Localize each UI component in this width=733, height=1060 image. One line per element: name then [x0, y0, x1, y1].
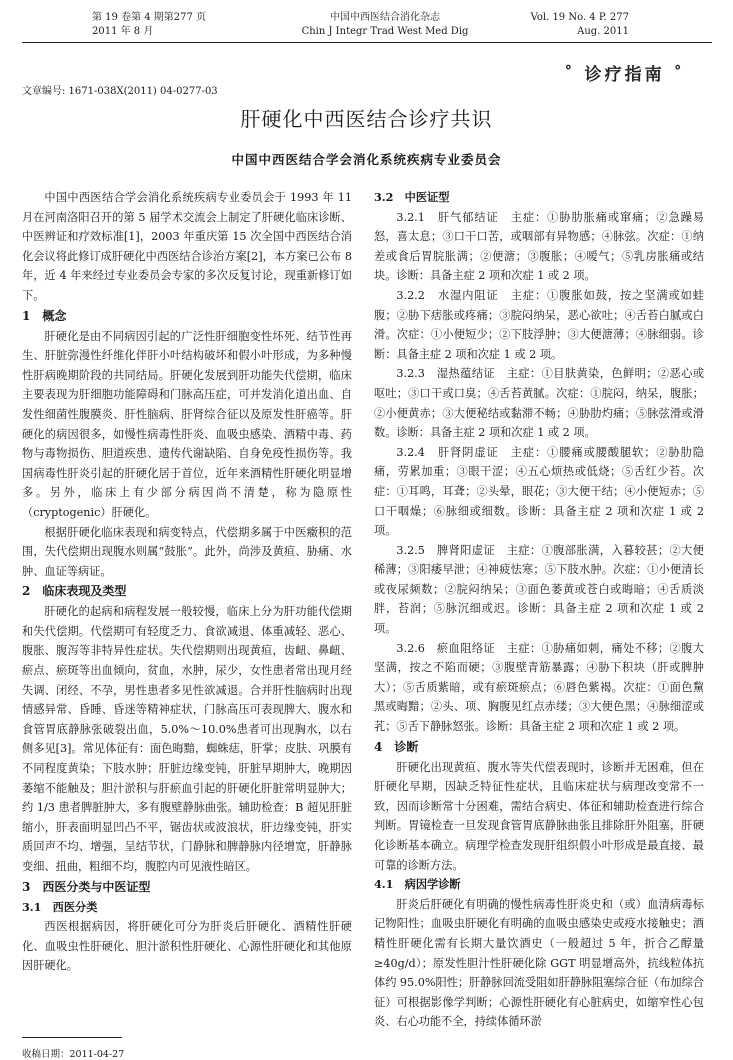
header-volume-en: Vol. 19 No. 4 P. 277 — [530, 12, 629, 23]
syndrome-3-2-1: 3.2.1 肝气郁结证 主症：①胁肋胀痛或窜痛；②急躁易怒，喜太息；③口干口苦，或咽部有异物感；④脉弦。次症：①纳差或食后胃脘胀满；②便溏；③腹胀；④嗳气；⑤乳房胀痛或结块。诊断：具备主症 2 项和次症 1 或 2 项。 — [374, 210, 704, 283]
syndrome-3-2-3: 3.2.3 湿热蕴结证 主症：①目肤黄染，色鲜明；②恶心或呕吐；③口干或口臭；④舌苔黄腻。次症：①脘闷，纳呆，腹胀；②小便黄赤；③大便秘结或黏滞不畅；④胁肋灼痛；⑤脉弦滑或滑数。诊断：具备主症 2 项和次症 1 或 2 项。 — [374, 367, 704, 440]
header-date-en: Aug. 2011 — [577, 26, 629, 37]
left-column — [22, 188, 352, 976]
header-center — [290, 11, 480, 39]
journal-name-en: Chin J Integr Trad West Med Dig — [301, 26, 469, 37]
header-volume: 第 19 卷第 4 期第277 页 — [92, 12, 207, 23]
journal-name-cn: 中国中西医结合消化杂志 — [330, 12, 440, 23]
page-title: 肝硬化中西医结合诊疗共识 — [240, 107, 493, 131]
intro-paragraph: 中国中西医结合学会消化系统疾病专业委员会于 1993 年 11 月在河南洛阳召开的第 5 届学术交流会上制定了肝硬化临床诊断、中医辨证和疗效标准[1]，2003 年重庆第 15 次全国中西医结合消化会议将此修订成肝硬化中西医结合诊治方案[2]，本方案已公布 8 年，近 4 年来经过专业委员会专家的多次反复讨论，现重新修订如下。 — [22, 191, 352, 302]
syndrome-3-2-5: 3.2.5 脾肾阳虚证 主症：①腹部胀满，入暮较甚；②大便稀薄；③阳痿早泄；④神疲怯寒；⑤下肢水肿。次症：①小便清长或夜尿频数；②脘闷纳呆；③面色萎黄或苍白或晦暗；④舌质淡胖，苔润；⑤脉沉细或迟。诊断：具备主症 2 项和次症 1 或 2 项。 — [374, 543, 704, 636]
section-heading-2: 2 临床表现及类型 — [22, 584, 127, 599]
section-badge: ˚ 诊疗指南 ˚ — [564, 65, 685, 85]
paragraph-diagnosis: 肝硬化出现黄疸、腹水等失代偿表现时，诊断并无困难，但在肝硬化早期，因缺乏特征性症状，且临床症状与病理改变常不一致，因而诊断常十分困难，需结合病史、体征和辅助检查进行综合判断。胃镜检查一旦发现食管胃底静脉曲张且排除肝外阻塞，肝硬化诊断基本确立。病理学检查发现肝组织假小叶形成是最直接、最可靠的诊断方法。 — [374, 760, 704, 872]
subsection-heading-3-2: 3.2 中医证型 — [374, 190, 450, 204]
paragraph-classification: 西医根据病因，将肝硬化可分为肝炎后肝硬化、酒精性肝硬化、血吸虫性肝硬化、胆汁淤积性肝硬化、心源性肝硬化和其他原因肝硬化。 — [22, 920, 352, 973]
syndrome-3-2-6: 3.2.6 瘀血阻络证 主症：①胁痛如刺，痛处不移；②腹大坚满，按之不陷而硬；③腹壁青筋暴露；④胁下积块（肝或脾肿大）；⑤舌质紫暗，或有瘀斑瘀点；⑥唇色紫褐。次症：①面色黧黑或晦黯；②头、项、胸腹见红点赤缕；③大便色黑；④脉细涩或芤；⑤舌下静脉怒张。诊断：具备主症 2 项和次症 1 或 2 项。 — [374, 641, 704, 734]
right-column — [374, 188, 704, 1032]
header-rule — [22, 42, 712, 43]
author-line: 中国中西医结合学会消化系统疾病专业委员会 — [231, 152, 502, 167]
paragraph-clinical: 肝硬化的起病和病程发展一般较慢，临床上分为肝功能代偿期和失代偿期。代偿期可有轻度乏力、食欲减退、体重减轻、恶心、腹胀、腹泻等非特异性症状。失代偿期则出现黄疸，齿衄、鼻衄、瘀点、瘀斑等出血倾向，贫血，水肿，尿少，女性患者常出现月经失调、闭经、不孕，男性患者多见性欲减退。合并肝性脑病时出现情感异常、昏睡、昏迷等精神症状，门脉高压可表现脾大、腹水和食管胃底静脉张破裂出血，5.0%～10.0%患者可出现胸水，以右侧多见[3]。常见体征有：面色晦黯，蜘蛛痣，肝掌；皮肤、巩膜有不同程度黄染；下肢水肿；肝脏边缘变钝，肝脏早期肿大，晚期因萎缩不能触及；胆汁淤积与肝瘀血引起的肝硬化肝脏常明显肿大；约 1/3 患者脾脏肿大，多有腹壁静脉曲张。辅助检查：B 超见肝脏缩小，肝表面明显凹凸不平，锯齿状或波浪状，肝边缘变钝，肝实质回声不均、增强，呈结节状，门静脉和脾静脉内径增宽，肝静脉变细、扭曲，粗细不均，腹腔内可见液性暗区。 — [22, 605, 352, 873]
section-heading-1: 1 概念 — [22, 308, 67, 323]
article-number: 文章编号: 1671-038X(2011) 04-0277-03 — [22, 86, 218, 97]
footnote-received-date: 收稿日期：2011-04-27 — [22, 1049, 125, 1060]
section-heading-4: 4 诊断 — [374, 739, 419, 754]
syndrome-3-2-2: 3.2.2 水湿内阻证 主症：①腹胀如鼓，按之坚满或如蛙腹；②胁下痞胀或疼痛；③脘闷纳呆，恶心欲吐；④舌苔白腻或白滑。次症：①小便短少；②下肢浮肿；③大便溏薄；④脉细弱。诊断：具备主症 2 项和次症 1 或 2 项。 — [374, 288, 704, 361]
header-right — [531, 11, 629, 39]
running-header — [0, 0, 733, 44]
paragraph-etiology: 肝炎后肝硬化有明确的慢性病毒性肝炎史和（或）血清病毒标记物阳性；血吸虫肝硬化有明确的血吸虫感染史或疫水接触史；酒精性肝硬化需有长期大量饮酒史（一般超过 5 年，折合乙醇量≥40g/d）；原发性胆汁性肝硬化除 GGT 明显增高外，抗线粒体抗体约 95.0%阳性；肝静脉回流受阻如肝静脉阻塞综合征（布加综合征）可根据影像学判断；心源性肝硬化有心脏病史，如缩窄性心包炎、右心功能不全，持续体循环淤 — [374, 897, 704, 1029]
header-date: 2011 年 8 月 — [92, 26, 154, 37]
paragraph-concept-1: 肝硬化是由不同病因引起的广泛性肝细胞变性坏死、结节性再生、肝脏弥漫性纤维化伴肝小叶结构破坏和假小叶形成，为多种慢性肝病晚期阶段的共同结局。肝硬化发展到肝功能失代偿期，临床主要表现为肝细胞功能障碍和门脉高压症，可并发消化道出血、自发性细菌性腹膜炎、肝性脑病、肝肾综合征以及原发性肝癌等。肝硬化的病因很多，如慢性病毒性肝炎、血吸虫感染、酒精中毒、药物与毒物损伤、胆道疾患、遗传代谢缺陷、自身免疫性损伤等。我国病毒性肝炎引起的肝硬化居于首位，近年来酒精性肝硬化明显增多。另外，临床上有少部分病因尚不清楚，称为隐原性（cryptogenic）肝硬化。 — [22, 329, 352, 519]
header-left — [92, 11, 206, 39]
subsection-heading-3-1: 3.1 西医分类 — [22, 899, 98, 914]
section-heading-3: 3 西医分类与中医证型 — [22, 879, 151, 894]
syndrome-3-2-4: 3.2.4 肝肾阴虚证 主症：①腰痛或腰酸腿软；②胁肋隐痛，劳累加重；③眼干涩；④五心烦热或低烧；⑤舌红少苔。次症：①耳鸣，耳聋；②头晕，眼花；③大便干结；④小便短赤；⑤口干咽燥；⑥脉细或细数。诊断：具备主症 2 项和次症 1 或 2 项。 — [374, 445, 704, 538]
subsection-heading-4-1: 4.1 病因学诊断 — [374, 877, 461, 892]
footnote-rule — [22, 1037, 122, 1038]
paragraph-concept-2: 根据肝硬化临床表现和病变特点，代偿期多属于中医癥积的范围，失代偿期出现腹水则属“鼓胀”。此外，尚涉及黄疸、胁痛、水肿、血证等病证。 — [22, 525, 352, 578]
